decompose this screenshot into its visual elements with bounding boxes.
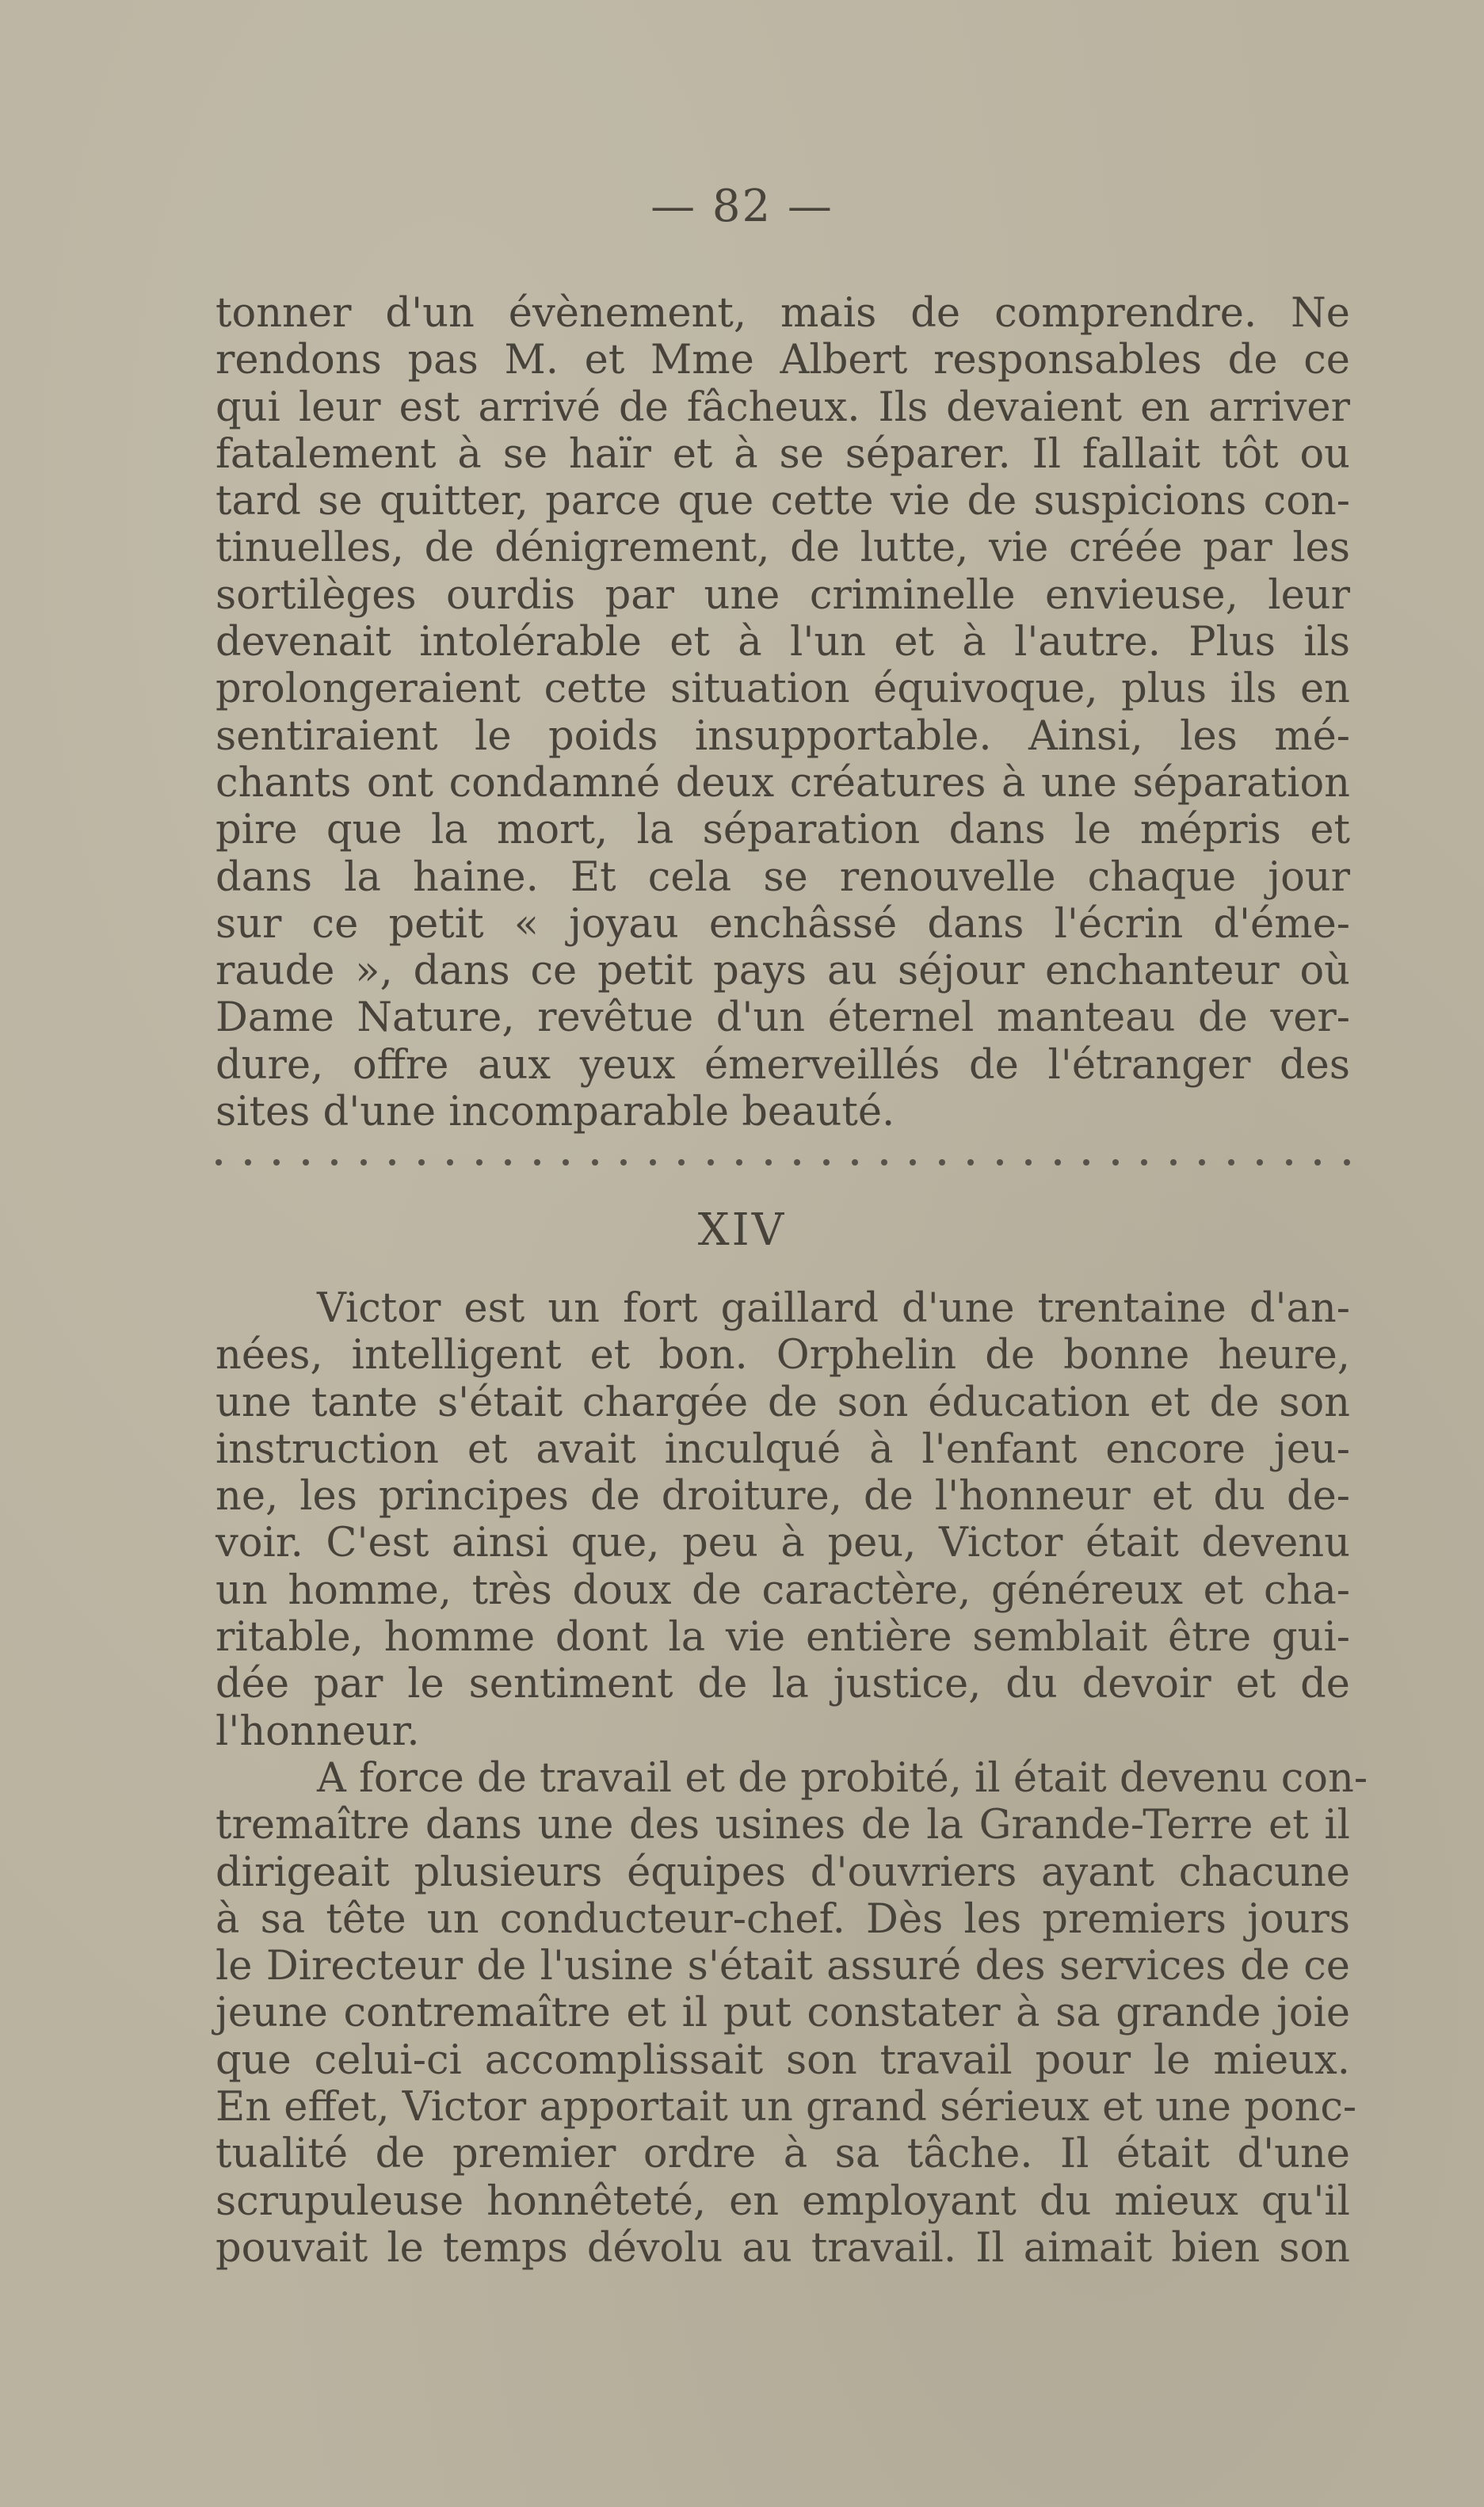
separator-dot	[303, 1159, 309, 1166]
separator-dot	[1141, 1159, 1147, 1166]
separator-dot	[1112, 1159, 1119, 1166]
text-line: Dame Nature, revêtue d'un éternel manteau de ver-	[216, 994, 1350, 1042]
separator-dot	[736, 1159, 742, 1166]
separator-dot	[534, 1159, 540, 1166]
text-line: instruction et avait inculqué à l'enfant encore jeu-	[216, 1425, 1350, 1473]
chapter-text	[216, 1285, 1368, 2272]
text-line: un homme, très doux de caractère, généreux et cha-	[216, 1566, 1350, 1614]
text-line: une tante s'était chargée de son éducation et de son	[216, 1379, 1350, 1426]
text-line: ne, les principes de droiture, de l'honneur et du de-	[216, 1473, 1350, 1521]
separator-dot	[1257, 1159, 1263, 1166]
text-line: Victor est un fort gaillard d'une trentaine d'an-	[317, 1285, 1350, 1332]
text-line: sites d'une incomparable beauté.	[216, 1089, 895, 1136]
separator-dot	[765, 1159, 772, 1166]
separator-dot	[997, 1159, 1003, 1166]
separator-dot	[476, 1159, 483, 1166]
text-line: tremaître dans une des usines de la Grande-Terre et il	[216, 1802, 1350, 1849]
separator-dot	[447, 1159, 453, 1166]
text-line: En effet, Victor apportait un grand sérieux et une ponc-	[216, 2084, 1357, 2131]
separator-dot	[967, 1159, 974, 1166]
page-number: — 82 —	[650, 181, 834, 232]
separator-dot	[563, 1159, 569, 1166]
text-line: l'honneur.	[216, 1708, 420, 1755]
text-line: qui leur est arrivé de fâcheux. Ils devaient en arriver	[216, 383, 1350, 431]
separator-dot	[389, 1159, 395, 1166]
separator-dot	[794, 1159, 800, 1166]
text-line: tinuelles, de dénigrement, de lutte, vie créée par les	[216, 525, 1350, 572]
text-line: prolongeraient cette situation équivoque, plus ils en	[216, 666, 1350, 713]
text-line: le Directeur de l'usine s'était assuré des services de ce	[216, 1943, 1350, 1990]
text-line: dans la haine. Et cela se renouvelle chaque jour	[216, 853, 1350, 901]
text-line: A force de travail et de probité, il était devenu con-	[317, 1754, 1368, 1802]
separator-dot	[939, 1159, 945, 1166]
text-line: fatalement à se haïr et à se séparer. Il fallait tôt ou	[216, 430, 1350, 478]
separator-dot	[1025, 1159, 1032, 1166]
separator-dot	[650, 1159, 656, 1166]
separator-dot	[678, 1159, 685, 1166]
separator-dot	[910, 1159, 916, 1166]
text-line: dirigeait plusieurs équipes d'ouvriers ayant chacune	[216, 1849, 1350, 1896]
separator-dot	[881, 1159, 887, 1166]
text-line: chants ont condamné deux créatures à une séparation	[216, 759, 1350, 807]
text-line: nées, intelligent et bon. Orphelin de bonne heure,	[216, 1332, 1350, 1379]
text-line: dure, offre aux yeux émerveillés de l'étranger des	[216, 1041, 1350, 1089]
separator-dot	[505, 1159, 511, 1166]
separator-dot	[1286, 1159, 1292, 1166]
separator-dot	[620, 1159, 627, 1166]
separator-dot	[1344, 1159, 1350, 1166]
separator-dot	[1228, 1159, 1234, 1166]
text-line: pouvait le temps dévolu au travail. Il aimait bien son	[216, 2224, 1350, 2272]
text-line: tualité de premier ordre à sa tâche. Il était d'une	[216, 2131, 1350, 2178]
text-line: que celui-ci accomplissait son travail pour le mieux.	[216, 2036, 1350, 2084]
separator-dot	[245, 1159, 251, 1166]
text-line: ritable, homme dont la vie entière semblait être gui-	[216, 1614, 1350, 1662]
text-line: voir. C'est ainsi que, peu à peu, Victor était devenu	[216, 1520, 1350, 1567]
separator-dot	[1199, 1159, 1205, 1166]
separator-dot	[1314, 1159, 1321, 1166]
text-line: dée par le sentiment de la justice, du devoir et de	[216, 1661, 1350, 1708]
separator-dot	[592, 1159, 598, 1166]
text-line: jeune contremaître et il put constater à sa grande joie	[216, 1990, 1350, 2037]
separator-dot	[361, 1159, 367, 1166]
text-line: sortilèges ourdis par une criminelle envieuse, leur	[216, 571, 1350, 619]
separator-dot	[1170, 1159, 1177, 1166]
paragraph-continuation	[216, 290, 1350, 1135]
separator-dot	[273, 1159, 280, 1166]
text-line: pire que la mort, la séparation dans le mépris et	[216, 807, 1350, 854]
separator-dot	[216, 1159, 222, 1166]
separator-dot	[852, 1159, 858, 1166]
text-line: tard se quitter, parce que cette vie de suspicions con-	[216, 478, 1350, 525]
text-line: devenait intolérable et à l'un et à l'autre. Plus ils	[216, 619, 1350, 666]
separator-dot	[708, 1159, 714, 1166]
separator-dot	[418, 1159, 425, 1166]
text-line: raude », dans ce petit pays au séjour enchanteur où	[216, 948, 1350, 995]
section-heading: XIV	[697, 1204, 787, 1256]
separator-dot	[1083, 1159, 1089, 1166]
separator-dot	[1055, 1159, 1061, 1166]
text-line: rendons pas M. et Mme Albert responsables de ce	[216, 337, 1350, 384]
text-line: sur ce petit « joyau enchâssé dans l'écrin d'éme-	[216, 900, 1350, 948]
text-line: tonner d'un évènement, mais de comprendre. Ne	[216, 290, 1350, 337]
separator-dot	[331, 1159, 338, 1166]
text-line: scrupuleuse honnêteté, en employant du mieux qu'il	[216, 2177, 1350, 2225]
text-line: sentiraient le poids insupportable. Ainsi, les mé-	[216, 712, 1350, 760]
dotted-separator	[216, 1153, 1350, 1172]
separator-dot	[823, 1159, 830, 1166]
text-line: à sa tête un conducteur-chef. Dès les premiers jours	[216, 1895, 1350, 1943]
